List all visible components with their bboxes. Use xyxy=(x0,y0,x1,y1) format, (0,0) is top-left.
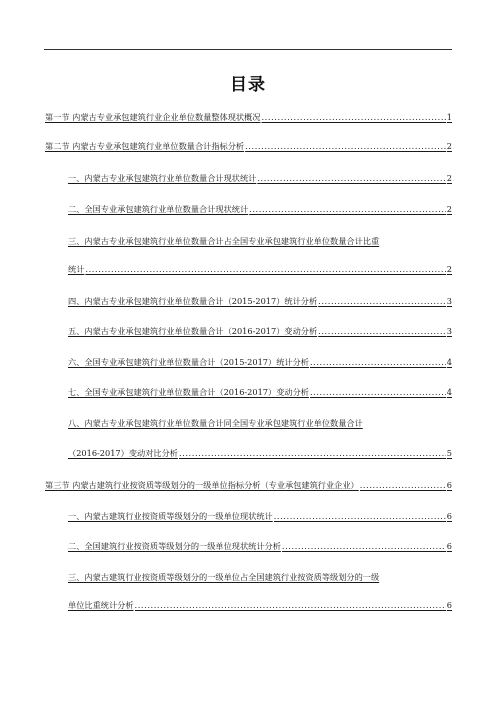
toc-page-number[interactable]: 2 xyxy=(446,204,452,214)
toc-entry-3-1[interactable] xyxy=(68,511,452,522)
toc-entry-section-1[interactable] xyxy=(45,112,452,123)
toc-page-number[interactable]: 5 xyxy=(446,448,452,458)
dot-leader xyxy=(179,448,446,459)
toc-entry-label[interactable]: 一、内蒙古建筑行业按资质等级划分的一级单位现状统计 xyxy=(68,511,273,521)
toc-entry-label[interactable]: （2016-2017）变动对比分析 xyxy=(68,448,178,458)
toc-entry-section-3[interactable] xyxy=(45,480,452,491)
toc-entry-section-2[interactable] xyxy=(45,141,452,152)
dot-leader xyxy=(245,141,446,152)
toc-entry-label[interactable]: 五、内蒙古专业承包建筑行业单位数量合计（2016-2017）变动分析 xyxy=(68,326,318,336)
toc-page-number[interactable]: 4 xyxy=(446,387,452,397)
toc-entry-label[interactable]: 四、内蒙古专业承包建筑行业单位数量合计（2015-2017）统计分析 xyxy=(68,296,318,306)
dot-leader xyxy=(310,387,446,398)
toc-entry-2-7[interactable] xyxy=(68,387,452,398)
dot-leader xyxy=(135,600,446,611)
toc-page-number[interactable]: 6 xyxy=(446,511,452,521)
dot-leader xyxy=(261,112,445,123)
page-title: 目录 xyxy=(230,75,266,95)
dot-leader xyxy=(318,326,446,337)
toc-entry-2-8[interactable] xyxy=(68,448,452,459)
toc-page-number[interactable]: 2 xyxy=(446,141,452,151)
toc-page-number[interactable]: 3 xyxy=(446,296,452,306)
dot-leader xyxy=(318,296,446,307)
dot-leader xyxy=(310,357,446,368)
toc-page-number[interactable]: 2 xyxy=(446,264,452,274)
dot-leader xyxy=(257,173,445,184)
toc-entry-label[interactable]: 七、全国专业承包建筑行业单位数量合计（2016-2017）变动分析 xyxy=(68,387,309,397)
toc-entry-2-2[interactable] xyxy=(68,204,452,215)
toc-page-number[interactable]: 4 xyxy=(446,357,452,367)
toc-entry-2-5[interactable] xyxy=(68,326,452,337)
dot-leader xyxy=(85,264,445,275)
dot-leader xyxy=(360,480,446,491)
toc-entry-label[interactable]: 一、内蒙古专业承包建筑行业单位数量合计现状统计 xyxy=(68,173,257,183)
toc-entry-label[interactable]: 单位比重统计分析 xyxy=(68,600,134,610)
toc-page-number[interactable]: 6 xyxy=(446,541,452,551)
toc-entry-2-4[interactable] xyxy=(68,296,452,307)
toc-page-number[interactable]: 3 xyxy=(446,326,452,336)
toc-entry-3-3[interactable] xyxy=(68,600,452,611)
toc-entry-2-3[interactable] xyxy=(68,264,452,275)
toc-entry-label[interactable]: 第三节 内蒙古建筑行业按资质等级划分的一级单位指标分析（专业承包建筑行业企业） xyxy=(45,480,359,490)
toc-entry-2-6[interactable] xyxy=(68,357,452,368)
toc-entry-2-3-line1[interactable]: 三、内蒙古专业承包建筑行业单位数量合计占全国专业承包建筑行业单位数量合计比重 xyxy=(68,236,380,246)
toc-entry-3-2[interactable] xyxy=(68,541,452,552)
toc-entry-label[interactable]: 二、全国专业承包建筑行业单位数量合计现状统计 xyxy=(68,204,249,214)
toc-entry-label[interactable]: 第二节 内蒙古专业承包建筑行业单位数量合计指标分析 xyxy=(45,141,245,151)
toc-entry-label[interactable]: 统计 xyxy=(68,264,85,274)
toc-page-number[interactable]: 2 xyxy=(446,173,452,183)
toc-entry-2-1[interactable] xyxy=(68,173,452,184)
dot-leader xyxy=(249,204,446,215)
toc-entry-3-3-line1[interactable]: 三、内蒙古建筑行业按资质等级划分的一级单位占全国建筑行业按资质等级划分的一级 xyxy=(68,572,380,582)
toc-page-number[interactable]: 1 xyxy=(446,112,452,122)
toc-entry-label[interactable]: 二、全国建筑行业按资质等级划分的一级单位现状统计分析 xyxy=(68,541,281,551)
dot-leader xyxy=(282,541,446,552)
toc-entry-label[interactable]: 六、全国专业承包建筑行业单位数量合计（2015-2017）统计分析 xyxy=(68,357,309,367)
toc-entry-2-8-line1[interactable]: 八、内蒙古专业承包建筑行业单位数量合计同全国专业承包建筑行业单位数量合计 xyxy=(68,418,363,428)
toc-page-number[interactable]: 6 xyxy=(446,480,452,490)
toc-entry-label[interactable]: 第一节 内蒙古专业承包建筑行业企业单位数量整体现状概况 xyxy=(45,112,261,122)
toc-page-number[interactable]: 6 xyxy=(446,600,452,610)
dot-leader xyxy=(274,511,446,522)
